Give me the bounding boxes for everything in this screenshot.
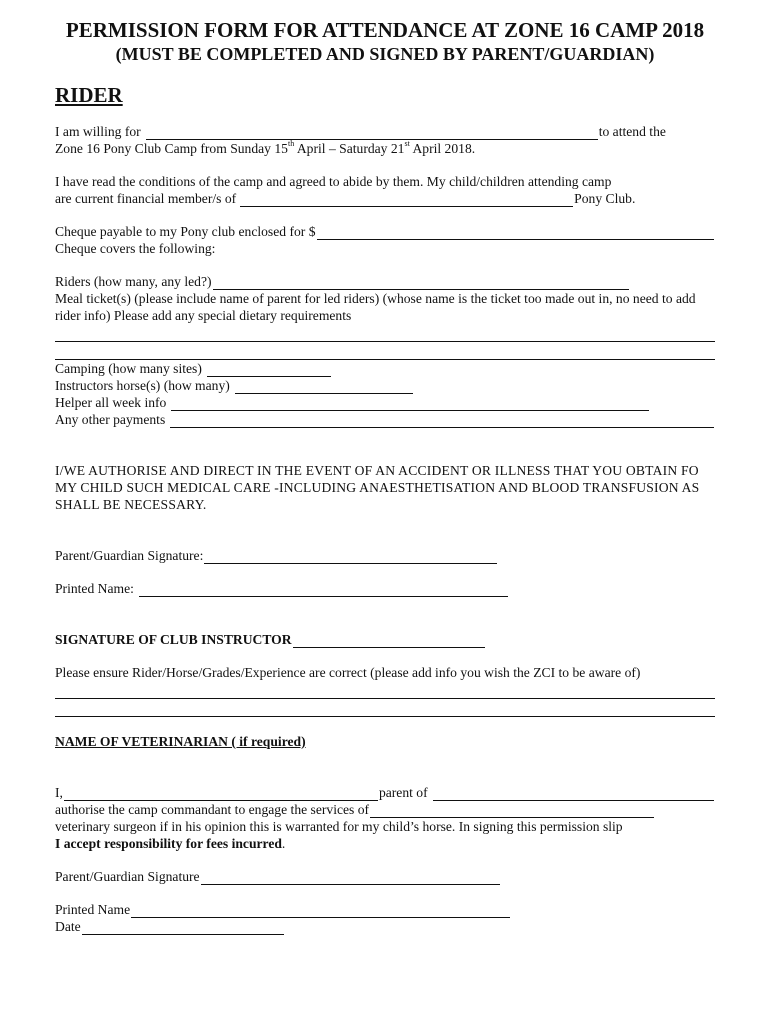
cheque-row: Cheque payable to my Pony club enclosed for $ [55,223,715,240]
instructor-signature-field[interactable] [293,634,485,648]
form-title: PERMISSION FORM FOR ATTENDANCE AT ZONE 16 CAMP 2018 [65,18,705,42]
riders-row: Riders (how many, any led?) [55,273,715,290]
vet-accept-text: I accept responsibility for fees incurred. [55,836,286,851]
vet-child-name-field[interactable] [433,787,714,801]
instructor-info-line-1[interactable] [55,681,715,699]
willing-prefix: I am willing for [55,124,141,139]
camp-dates: Zone 16 Pony Club Camp from Sunday 15th April – Saturday 21st April 2018. [55,139,476,156]
dietary-line-1[interactable] [55,324,715,342]
vet-printed-name-row: Printed Name [55,901,715,918]
instructors-row: Instructors horse(s) (how many) [55,377,715,394]
willing-suffix: to attend the [598,124,666,139]
child-name-field[interactable] [146,126,598,140]
instructor-info-line-2[interactable] [55,699,715,717]
other-payments-field[interactable] [170,414,714,428]
veterinarian-heading: NAME OF VETERINARIAN ( if required) [55,734,306,749]
vet-printed-name-field[interactable] [131,904,510,918]
vet-parent-name-field[interactable] [64,787,378,801]
instructor-note: Please ensure Rider/Horse/Grades/Experience are correct (please add info you wish the ZCI to be aware of) [55,665,641,680]
vet-parent-row: I, parent of [55,784,715,801]
vet-authorise-row: authorise the camp commandant to engage the services of [55,801,715,818]
helper-row: Helper all week info [55,394,715,411]
cheque-covers: Cheque covers the following: [55,241,216,256]
vet-services-field[interactable] [370,804,654,818]
willing-row [55,123,715,140]
helper-field[interactable] [171,397,649,411]
form-subtitle: (MUST BE COMPLETED AND SIGNED BY PARENT/GUARDIAN) [115,44,655,64]
conditions-text: I have read the conditions of the camp and agreed to abide by them. My child/children attending camp [55,174,612,189]
vet-date-row: Date [55,918,715,935]
meal-tickets-text: Meal ticket(s) (please include name of parent for led riders) (whose name is the ticket too made out in, no need to add rider info) Please add any special dietary requirements [55,291,696,323]
instructors-field[interactable] [235,380,413,394]
vet-guardian-signature-row: Parent/Guardian Signature [55,868,715,885]
instructor-signature-row [55,631,715,648]
other-payments-row: Any other payments [55,411,715,428]
pony-club-field[interactable] [240,193,573,207]
guardian-signature-row: Parent/Guardian Signature: [55,547,715,564]
riders-field[interactable] [213,276,629,290]
vet-guardian-signature-field[interactable] [201,871,500,885]
guardian-signature-field[interactable] [204,550,497,564]
camping-row: Camping (how many sites) [55,360,715,377]
rider-heading: RIDER [55,83,123,107]
printed-name-field[interactable] [139,583,508,597]
instructor-heading: SIGNATURE OF CLUB INSTRUCTOR [55,632,292,647]
printed-name-row: Printed Name: [55,580,715,597]
permission-form [55,18,715,935]
vet-date-field[interactable] [82,921,284,935]
camping-field[interactable] [207,363,331,377]
authorisation-text: I/WE AUTHORISE AND DIRECT IN THE EVENT OF AN ACCIDENT OR ILLNESS THAT YOU OBTAIN FO MY CHILD SUCH MEDICAL CARE -INCLUDING ANAESTHETISATION AND BLOOD TRANSFUSION AS SHALL BE NECESSARY. [55,463,700,512]
dietary-line-2[interactable] [55,342,715,360]
vet-surgeon-text: veterinary surgeon if in his opinion this is warranted for my child’s horse. In signing this permission slip [55,819,623,834]
cheque-amount-field[interactable] [317,226,715,240]
club-row: are current financial member/s of Pony Club. [55,191,636,206]
